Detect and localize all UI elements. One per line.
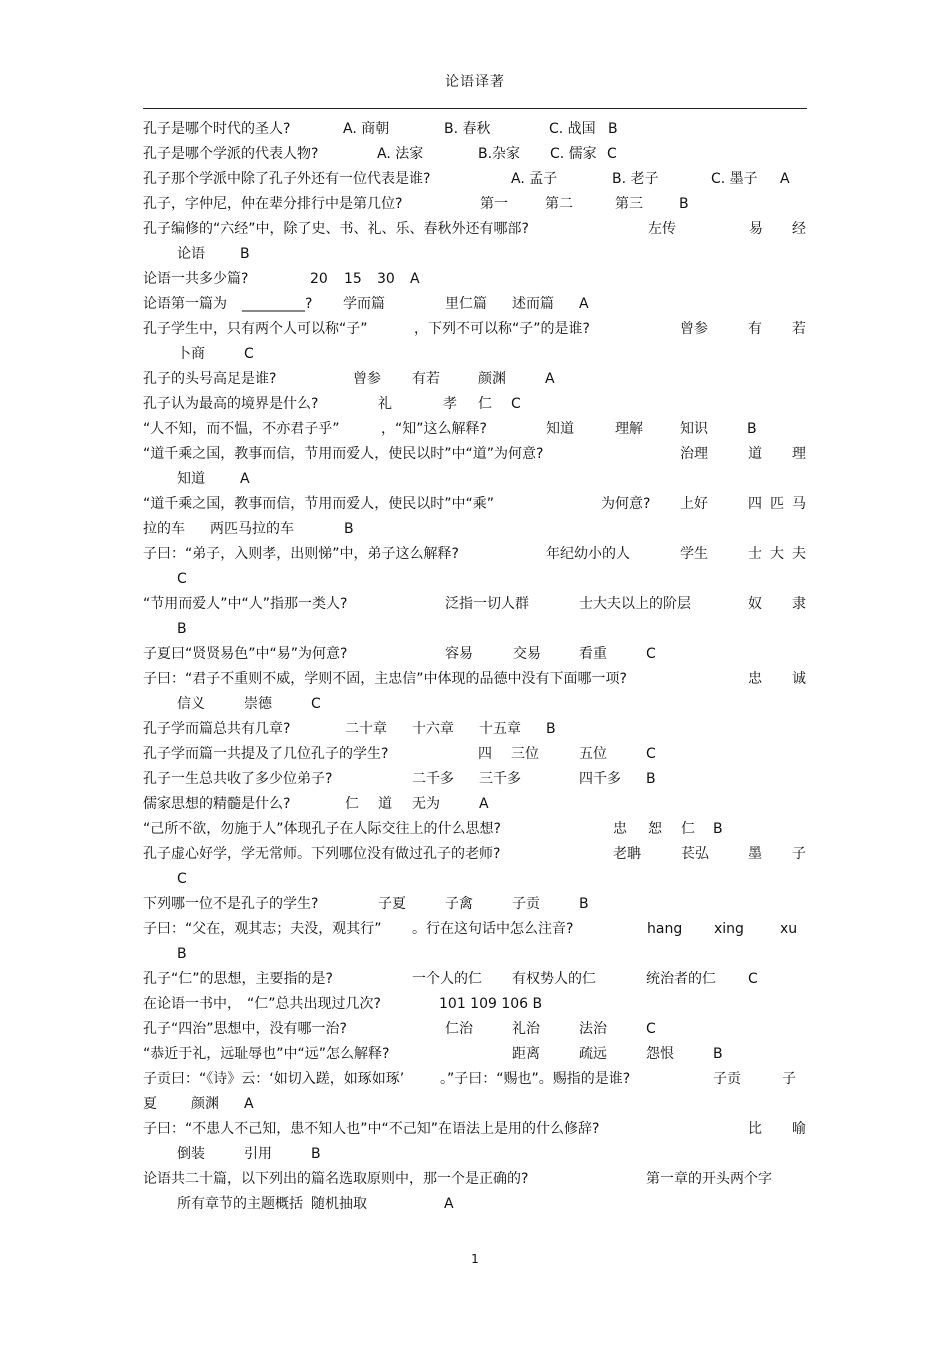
line-segment: 道 bbox=[378, 796, 392, 812]
line-segment: 引用 bbox=[244, 1146, 272, 1162]
line-segment: 仁 bbox=[478, 396, 492, 412]
line-segment: 三位 bbox=[511, 746, 539, 762]
line-segment: 所有章节的主题概括 bbox=[177, 1196, 303, 1212]
line-segment: B bbox=[546, 721, 556, 737]
line-segment: B bbox=[747, 421, 757, 437]
line-segment: 信义 bbox=[177, 696, 205, 712]
line-segment: 苌弘 bbox=[681, 846, 709, 862]
line-segment: A bbox=[410, 271, 420, 287]
line-segment: “仁”总共出现过几次? bbox=[247, 996, 381, 1012]
line-segment: xu bbox=[780, 921, 798, 937]
line-segment: 礼治 bbox=[512, 1021, 540, 1037]
line-segment: 看重 bbox=[579, 646, 607, 662]
line-segment: 倒装 bbox=[177, 1146, 205, 1162]
line-segment: 两匹马拉的车 bbox=[210, 521, 294, 537]
line-segment: C. 儒家 bbox=[550, 146, 597, 162]
line-segment: 子曰：“弟子，入则孝，出则悌”中，弟子这么解释? bbox=[143, 546, 459, 562]
quiz-line bbox=[143, 942, 807, 967]
line-segment: 101 109 106 B bbox=[439, 996, 543, 1012]
quiz-line bbox=[143, 592, 807, 617]
quiz-line bbox=[143, 292, 807, 317]
line-segment: 无为 bbox=[412, 796, 440, 812]
line-segment: 子曰：“不患人不己知，患不知人也”中“不己知”在语法上是用的什么修辞? bbox=[143, 1121, 600, 1137]
header-rule bbox=[143, 108, 807, 109]
line-segment: 孔子学而篇一共提及了几位孔子的学生? bbox=[143, 746, 389, 762]
line-segment: 二十章 bbox=[345, 721, 387, 737]
line-segment: B bbox=[579, 896, 589, 912]
line-segment: 子贡 bbox=[713, 1071, 741, 1087]
quiz-line bbox=[143, 992, 807, 1017]
line-segment: C. 战国 bbox=[549, 121, 596, 137]
line-segment: 隶 bbox=[792, 596, 806, 612]
line-segment: 二千多 bbox=[412, 771, 454, 787]
line-segment: 若 bbox=[792, 321, 806, 337]
line-segment: xing bbox=[714, 921, 744, 937]
quiz-line bbox=[143, 467, 807, 492]
line-segment: B. 老子 bbox=[612, 171, 659, 187]
line-segment: 诚 bbox=[792, 671, 806, 687]
line-segment: 知道 bbox=[546, 421, 574, 437]
line-segment: 三千多 bbox=[479, 771, 521, 787]
quiz-line bbox=[143, 117, 807, 142]
line-segment: 疏远 bbox=[579, 1046, 607, 1062]
line-segment: 一个人的仁 bbox=[412, 971, 482, 987]
quiz-line bbox=[143, 492, 807, 517]
line-segment: 为何意? bbox=[601, 496, 651, 512]
line-segment: B.杂家 bbox=[478, 146, 521, 162]
quiz-line bbox=[143, 867, 807, 892]
line-segment: 颜渊 bbox=[191, 1096, 219, 1112]
line-segment: A bbox=[444, 1196, 454, 1212]
line-segment: 子 bbox=[782, 1071, 796, 1087]
line-segment: B bbox=[344, 521, 354, 537]
line-segment: 孔子的头号高足是谁? bbox=[143, 371, 277, 387]
line-segment: B bbox=[713, 821, 723, 837]
line-segment: 易 bbox=[749, 221, 763, 237]
line-segment: 年纪幼小的人 bbox=[546, 546, 630, 562]
page-number: 1 bbox=[471, 1252, 479, 1266]
line-segment: 学生 bbox=[680, 546, 708, 562]
line-segment: 匹 bbox=[770, 496, 784, 512]
quiz-line bbox=[143, 817, 807, 842]
line-segment: A bbox=[479, 796, 489, 812]
line-segment: C bbox=[646, 746, 656, 762]
line-segment: 随机抽取 bbox=[311, 1196, 367, 1212]
quiz-line bbox=[143, 892, 807, 917]
line-segment: 喻 bbox=[792, 1121, 806, 1137]
line-segment: C. 墨子 bbox=[711, 171, 758, 187]
line-segment: A. 商朝 bbox=[343, 121, 390, 137]
quiz-line bbox=[143, 367, 807, 392]
line-segment: 墨 bbox=[748, 846, 762, 862]
line-segment: 拉的车 bbox=[143, 521, 185, 537]
quiz-line bbox=[143, 1017, 807, 1042]
line-segment: A bbox=[240, 471, 250, 487]
line-segment: 马 bbox=[792, 496, 806, 512]
line-segment: “道千乘之国，教事而信，节用而爱人，使民以时”中“道”为何意? bbox=[143, 446, 544, 462]
line-segment: 子夏曰“贤贤易色”中“易”为何意? bbox=[143, 646, 348, 662]
line-segment: 统治者的仁 bbox=[646, 971, 716, 987]
quiz-line bbox=[143, 317, 807, 342]
line-segment: C bbox=[511, 396, 521, 412]
line-segment: 知识 bbox=[680, 421, 708, 437]
line-segment: 十五章 bbox=[479, 721, 521, 737]
quiz-line bbox=[143, 1167, 807, 1192]
line-segment: 曾参 bbox=[680, 321, 708, 337]
line-segment: 子曰：“君子不重则不威，学则不固，主忠信”中体现的品德中没有下面哪一项? bbox=[143, 671, 627, 687]
line-segment: 治理 bbox=[680, 446, 708, 462]
quiz-line bbox=[143, 842, 807, 867]
line-segment: 第一 bbox=[480, 196, 508, 212]
quiz-line bbox=[143, 1067, 807, 1092]
line-segment: C bbox=[646, 646, 656, 662]
line-segment: 道 bbox=[748, 446, 762, 462]
line-segment: 论语一共多少篇? bbox=[143, 271, 249, 287]
quiz-line bbox=[143, 567, 807, 592]
line-segment: 颜渊 bbox=[478, 371, 506, 387]
quiz-content bbox=[143, 117, 807, 1217]
line-segment: A bbox=[244, 1096, 254, 1112]
line-segment: 怨恨 bbox=[646, 1046, 674, 1062]
line-segment: B bbox=[608, 121, 618, 137]
line-segment: 学而篇 bbox=[343, 296, 385, 312]
line-segment: C bbox=[311, 696, 321, 712]
line-segment: ，“知”这么解释? bbox=[381, 421, 487, 437]
line-segment: C bbox=[177, 571, 187, 587]
quiz-line bbox=[143, 692, 807, 717]
line-segment: 孝 bbox=[443, 396, 457, 412]
line-segment: 比 bbox=[748, 1121, 762, 1137]
quiz-line bbox=[143, 392, 807, 417]
line-segment: 孔子虚心好学，学无常师。下列哪位没有做过孔子的老师? bbox=[143, 846, 501, 862]
line-segment: B bbox=[679, 196, 689, 212]
line-segment: C bbox=[748, 971, 758, 987]
line-segment: 四 bbox=[478, 746, 492, 762]
line-segment: “道千乘之国，教事而信，节用而爱人，使民以时”中“乘” bbox=[143, 496, 495, 512]
quiz-line bbox=[143, 1117, 807, 1142]
line-segment: “恭近于礼，远耻辱也”中“远”怎么解释? bbox=[143, 1046, 390, 1062]
line-segment: 孔子“仁”的思想，主要指的是? bbox=[143, 971, 333, 987]
line-segment: 忠 bbox=[748, 671, 762, 687]
line-segment: 距离 bbox=[512, 1046, 540, 1062]
line-segment: 忠 bbox=[613, 821, 627, 837]
line-segment: 仁 bbox=[345, 796, 359, 812]
line-segment: A bbox=[579, 296, 589, 312]
line-segment: 15 bbox=[344, 271, 362, 287]
quiz-line bbox=[143, 517, 807, 542]
line-segment: A. 孟子 bbox=[511, 171, 558, 187]
quiz-line bbox=[143, 167, 807, 192]
line-segment: 老聃 bbox=[613, 846, 641, 862]
line-segment: 孔子，字仲尼，仲在辈分排行中是第几位? bbox=[143, 196, 403, 212]
line-segment: 容易 bbox=[445, 646, 473, 662]
line-segment: B bbox=[240, 246, 250, 262]
line-segment: 知道 bbox=[177, 471, 205, 487]
line-segment: 大 bbox=[770, 546, 784, 562]
line-segment: B bbox=[177, 946, 187, 962]
line-segment: 交易 bbox=[513, 646, 541, 662]
line-segment: 孔子一生总共收了多少位弟子? bbox=[143, 771, 333, 787]
line-segment: 理解 bbox=[615, 421, 643, 437]
line-segment: 四 bbox=[748, 496, 762, 512]
quiz-line bbox=[143, 667, 807, 692]
quiz-line bbox=[143, 192, 807, 217]
line-segment: 孔子认为最高的境界是什么? bbox=[143, 396, 319, 412]
line-segment: 孔子学生中，只有两个人可以称“子” bbox=[143, 321, 368, 337]
line-segment: 法治 bbox=[579, 1021, 607, 1037]
line-segment: 泛指一切人群 bbox=[445, 596, 529, 612]
line-segment: 儒家思想的精髓是什么? bbox=[143, 796, 291, 812]
quiz-line bbox=[143, 342, 807, 367]
line-segment: 孔子是哪个时代的圣人? bbox=[143, 121, 291, 137]
line-segment: 30 bbox=[377, 271, 395, 287]
line-segment: B bbox=[311, 1146, 321, 1162]
line-segment: 子夏 bbox=[378, 896, 406, 912]
line-segment: 子贡曰：“《诗》云：‘如切入蹉，如琢如琢’ bbox=[143, 1071, 405, 1087]
quiz-line bbox=[143, 267, 807, 292]
quiz-line bbox=[143, 792, 807, 817]
line-segment: “人不知，而不愠，不亦君子乎” bbox=[143, 421, 340, 437]
line-segment: 下列哪一位不是孔子的学生? bbox=[143, 896, 319, 912]
quiz-line bbox=[143, 917, 807, 942]
line-segment: 仁治 bbox=[445, 1021, 473, 1037]
quiz-line bbox=[143, 1042, 807, 1067]
line-segment: 子禽 bbox=[445, 896, 473, 912]
line-segment: 论语 bbox=[177, 246, 205, 262]
quiz-line bbox=[143, 617, 807, 642]
line-segment: C bbox=[607, 146, 617, 162]
line-segment: B bbox=[177, 621, 187, 637]
line-segment: 奴 bbox=[748, 596, 762, 612]
line-segment: 第一章的开头两个字 bbox=[646, 1171, 772, 1187]
line-segment: 孔子那个学派中除了孔子外还有一位代表是谁? bbox=[143, 171, 431, 187]
line-segment: 士大夫以上的阶层 bbox=[579, 596, 691, 612]
line-segment: B. 春秋 bbox=[444, 121, 491, 137]
line-segment: 恕 bbox=[648, 821, 662, 837]
line-segment: 论语第一篇为 bbox=[143, 296, 227, 312]
quiz-line bbox=[143, 242, 807, 267]
quiz-line bbox=[143, 542, 807, 567]
line-segment: B bbox=[713, 1046, 723, 1062]
quiz-line bbox=[143, 142, 807, 167]
line-segment: 。”子曰：“赐也”。赐指的是谁? bbox=[440, 1071, 631, 1087]
line-segment: 有 bbox=[748, 321, 762, 337]
line-segment: C bbox=[244, 346, 254, 362]
line-segment: 理 bbox=[792, 446, 806, 462]
line-segment: 第三 bbox=[615, 196, 643, 212]
line-segment: 有权势人的仁 bbox=[512, 971, 596, 987]
quiz-line bbox=[143, 1192, 807, 1217]
line-segment: 四千多 bbox=[579, 771, 621, 787]
quiz-line bbox=[143, 417, 807, 442]
line-segment: 。行在这句话中怎么注音? bbox=[412, 921, 574, 937]
line-segment: 仁 bbox=[681, 821, 695, 837]
line-segment: 孔子“四治”思想中，没有哪一治? bbox=[143, 1021, 347, 1037]
line-segment: 上好 bbox=[680, 496, 708, 512]
line-segment: C bbox=[177, 871, 187, 887]
line-segment: 第二 bbox=[545, 196, 573, 212]
line-segment: 左传 bbox=[648, 221, 676, 237]
line-segment: A bbox=[545, 371, 555, 387]
line-segment: 里仁篇 bbox=[445, 296, 487, 312]
quiz-line bbox=[143, 967, 807, 992]
line-segment: “节用而爱人”中“人”指那一类人? bbox=[143, 596, 348, 612]
line-segment: B bbox=[646, 771, 656, 787]
line-segment: 夏 bbox=[143, 1096, 157, 1112]
line-segment: A. 法家 bbox=[377, 146, 424, 162]
line-segment: 子贡 bbox=[512, 896, 540, 912]
line-segment: 士 bbox=[748, 546, 762, 562]
line-segment: hang bbox=[647, 921, 683, 937]
line-segment: 在论语一书中， bbox=[143, 996, 241, 1012]
quiz-line bbox=[143, 717, 807, 742]
line-segment: 有若 bbox=[412, 371, 440, 387]
line-segment: 礼 bbox=[378, 396, 392, 412]
line-segment: A bbox=[780, 171, 790, 187]
line-segment: 子曰：“父在，观其志；夫没，观其行” bbox=[143, 921, 382, 937]
line-segment: 经 bbox=[792, 221, 806, 237]
line-segment: 孔子是哪个学派的代表人物? bbox=[143, 146, 319, 162]
line-segment: 夫 bbox=[792, 546, 806, 562]
line-segment: 卜商 bbox=[177, 346, 205, 362]
line-segment: 孔子学而篇总共有几章? bbox=[143, 721, 291, 737]
line-segment: C bbox=[646, 1021, 656, 1037]
line-segment: _________? bbox=[242, 296, 313, 312]
line-segment: 20 bbox=[310, 271, 328, 287]
line-segment: 孔子编修的“六经”中，除了史、书、礼、乐、春秋外还有哪部? bbox=[143, 221, 529, 237]
line-segment: 五位 bbox=[579, 746, 607, 762]
line-segment: 十六章 bbox=[412, 721, 454, 737]
line-segment: “己所不欲，勿施于人”体现孔子在人际交往上的什么思想? bbox=[143, 821, 501, 837]
quiz-line bbox=[143, 742, 807, 767]
quiz-line bbox=[143, 442, 807, 467]
line-segment: 子 bbox=[792, 846, 806, 862]
line-segment: 述而篇 bbox=[512, 296, 554, 312]
line-segment: ，下列不可以称“子”的是谁? bbox=[414, 321, 590, 337]
quiz-line bbox=[143, 767, 807, 792]
line-segment: 崇德 bbox=[244, 696, 272, 712]
line-segment: 曾参 bbox=[353, 371, 381, 387]
quiz-line bbox=[143, 642, 807, 667]
page-header-title: 论语译著 bbox=[445, 74, 505, 90]
line-segment: 论语共二十篇，以下列出的篇名选取原则中，那一个是正确的? bbox=[143, 1171, 529, 1187]
quiz-line bbox=[143, 1142, 807, 1167]
quiz-line bbox=[143, 217, 807, 242]
quiz-line bbox=[143, 1092, 807, 1117]
